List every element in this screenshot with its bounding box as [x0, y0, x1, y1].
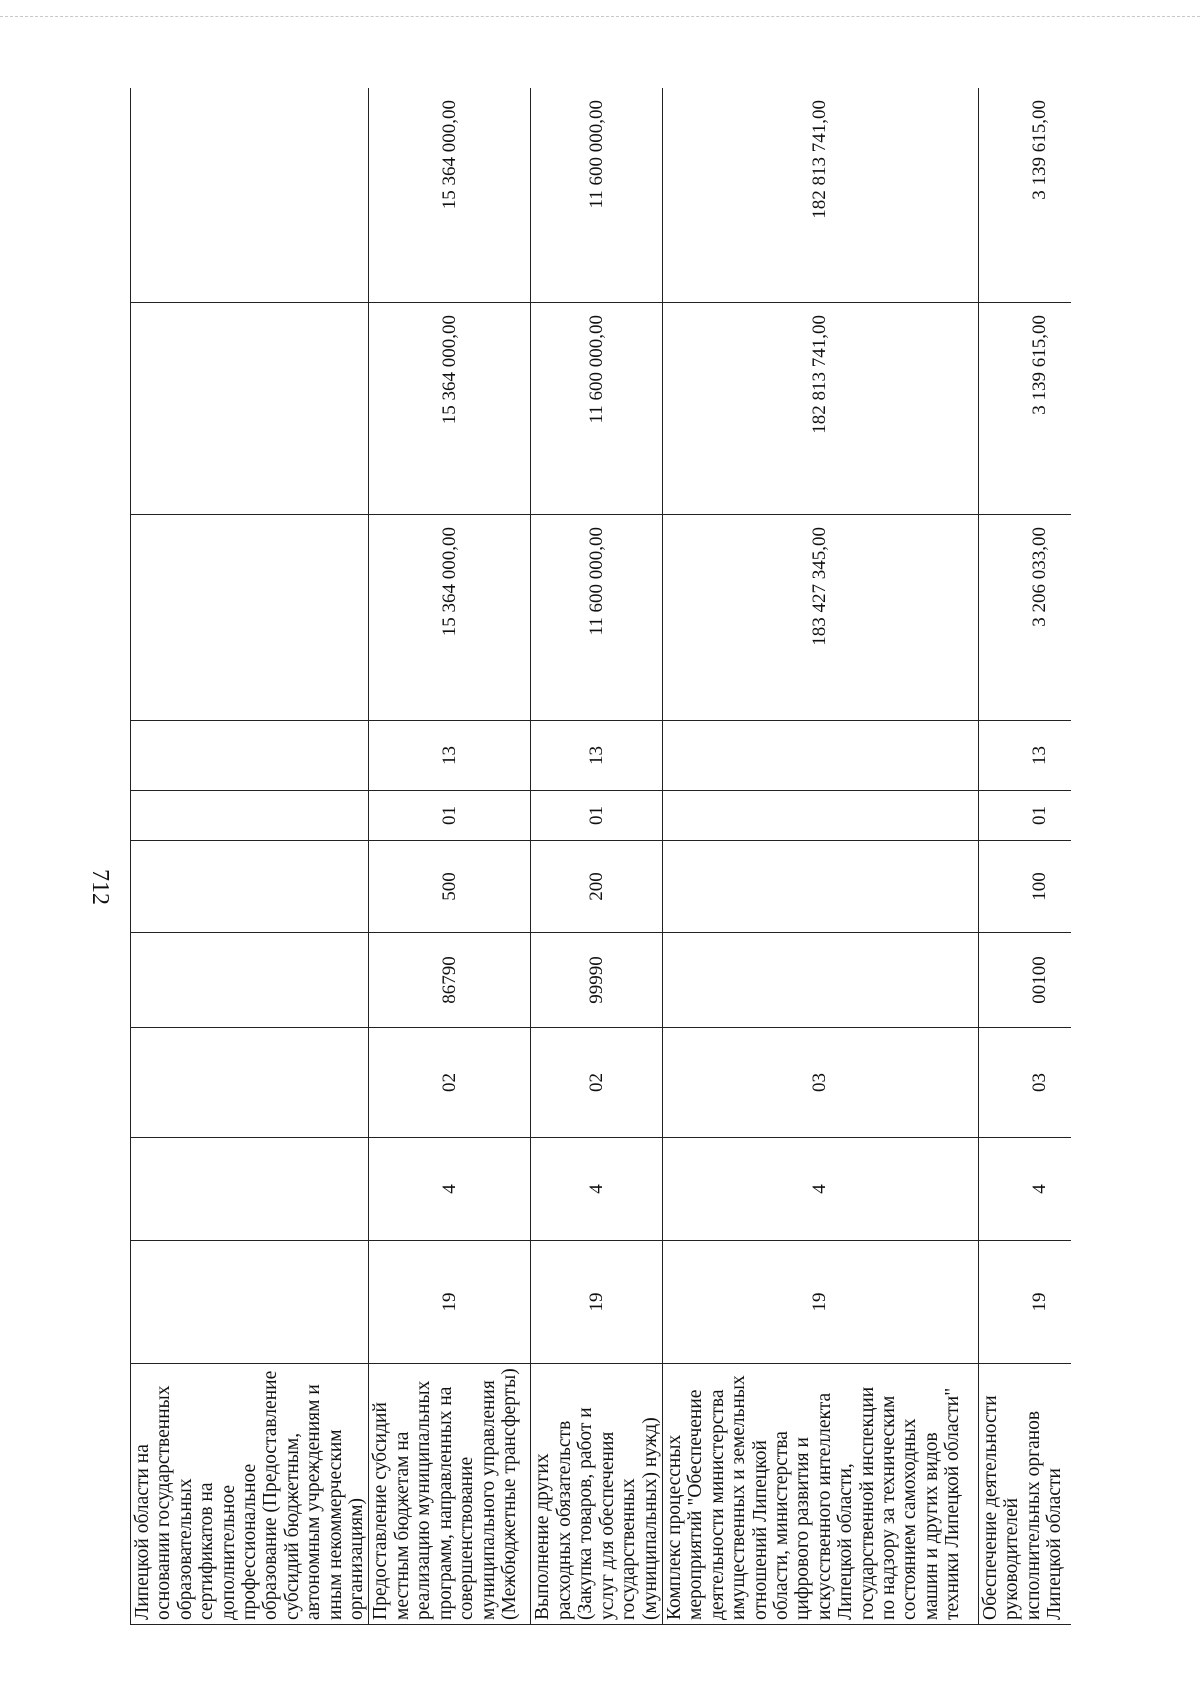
- code-cell: [131, 1028, 369, 1138]
- budget-table: [130, 88, 1071, 1625]
- amount-cell: 11 600 000,00: [531, 303, 662, 515]
- code-cell: [131, 841, 369, 933]
- code-cell: 19: [531, 1241, 662, 1364]
- code-cell: [131, 721, 369, 791]
- row-name-cell: Обеспечение деятельности руководителей исполнительных органов Липецкой области: [978, 1364, 1071, 1625]
- amount-cell: 11 600 000,00: [531, 88, 662, 303]
- amount-cell: 182 813 741,00: [662, 303, 978, 515]
- budget-table-frame: [130, 88, 1071, 1625]
- code-cell: 200: [531, 841, 662, 933]
- code-cell: 01: [369, 791, 531, 841]
- code-cell: [131, 1241, 369, 1364]
- amount-cell: 3 139 615,00: [978, 88, 1071, 303]
- amount-cell: [131, 303, 369, 515]
- amount-cell: [131, 515, 369, 721]
- code-cell: [131, 933, 369, 1028]
- amount-cell: 3 206 033,00: [978, 515, 1071, 721]
- code-cell: 03: [978, 1028, 1071, 1138]
- table-row: [662, 88, 978, 1625]
- code-cell: [131, 791, 369, 841]
- code-cell: [662, 791, 978, 841]
- row-name-cell: Липецкой области на основании государственных образовательных сертификатов на дополнительное профессиональное образование (Предоставление субсидий бюджетным, автономным учреждениям и иным некоммерческим организациям): [131, 1364, 369, 1625]
- table-row: [369, 88, 531, 1625]
- code-cell: 01: [531, 791, 662, 841]
- code-cell: 13: [531, 721, 662, 791]
- row-name-cell: Предоставление субсидий местным бюджетам на реализацию муниципальных программ, направленных на совершенствование муниципального управления (Межбюджетные трансферты): [369, 1364, 531, 1625]
- row-name-cell: Выполнение других расходных обязательств (Закупка товаров, работ и услуг для обеспечения государственных (муниципальных) нужд): [531, 1364, 662, 1625]
- code-cell: 4: [369, 1138, 531, 1241]
- code-cell: 01: [978, 791, 1071, 841]
- code-cell: 500: [369, 841, 531, 933]
- row-name-cell: Комплекс процессных мероприятий "Обеспечение деятельности министерства имущественных и земельных отношений Липецкой области, министерства цифрового развития и искусственного интеллекта Липецкой области, государственной инспекции по надзору за техническим состоянием самоходных машин и других видов техники Липецкой области": [662, 1364, 978, 1625]
- code-cell: 02: [531, 1028, 662, 1138]
- code-cell: 13: [978, 721, 1071, 791]
- code-cell: 19: [662, 1241, 978, 1364]
- code-cell: 13: [369, 721, 531, 791]
- amount-cell: 3 139 615,00: [978, 303, 1071, 515]
- code-cell: 00100: [978, 933, 1071, 1028]
- code-cell: 4: [662, 1138, 978, 1241]
- table-row: [531, 88, 662, 1625]
- code-cell: [662, 933, 978, 1028]
- amount-cell: 11 600 000,00: [531, 515, 662, 721]
- code-cell: 4: [978, 1138, 1071, 1241]
- code-cell: 86790: [369, 933, 531, 1028]
- budget-table-rotated: [130, 88, 1071, 1625]
- amount-cell: 182 813 741,00: [662, 88, 978, 303]
- code-cell: 99990: [531, 933, 662, 1028]
- code-cell: [662, 721, 978, 791]
- code-cell: [662, 841, 978, 933]
- code-cell: [131, 1138, 369, 1241]
- table-row: [978, 88, 1071, 1625]
- code-cell: 19: [369, 1241, 531, 1364]
- code-cell: 100: [978, 841, 1071, 933]
- table-row: [131, 88, 369, 1625]
- amount-cell: [131, 88, 369, 303]
- amount-cell: 15 364 000,00: [369, 303, 531, 515]
- code-cell: 02: [369, 1028, 531, 1138]
- code-cell: 03: [662, 1028, 978, 1138]
- amount-cell: 15 364 000,00: [369, 515, 531, 721]
- amount-cell: 15 364 000,00: [369, 88, 531, 303]
- page-number: 712: [87, 869, 113, 905]
- code-cell: 19: [978, 1241, 1071, 1364]
- scan-edge-line: [0, 16, 1200, 17]
- code-cell: 4: [531, 1138, 662, 1241]
- amount-cell: 183 427 345,00: [662, 515, 978, 721]
